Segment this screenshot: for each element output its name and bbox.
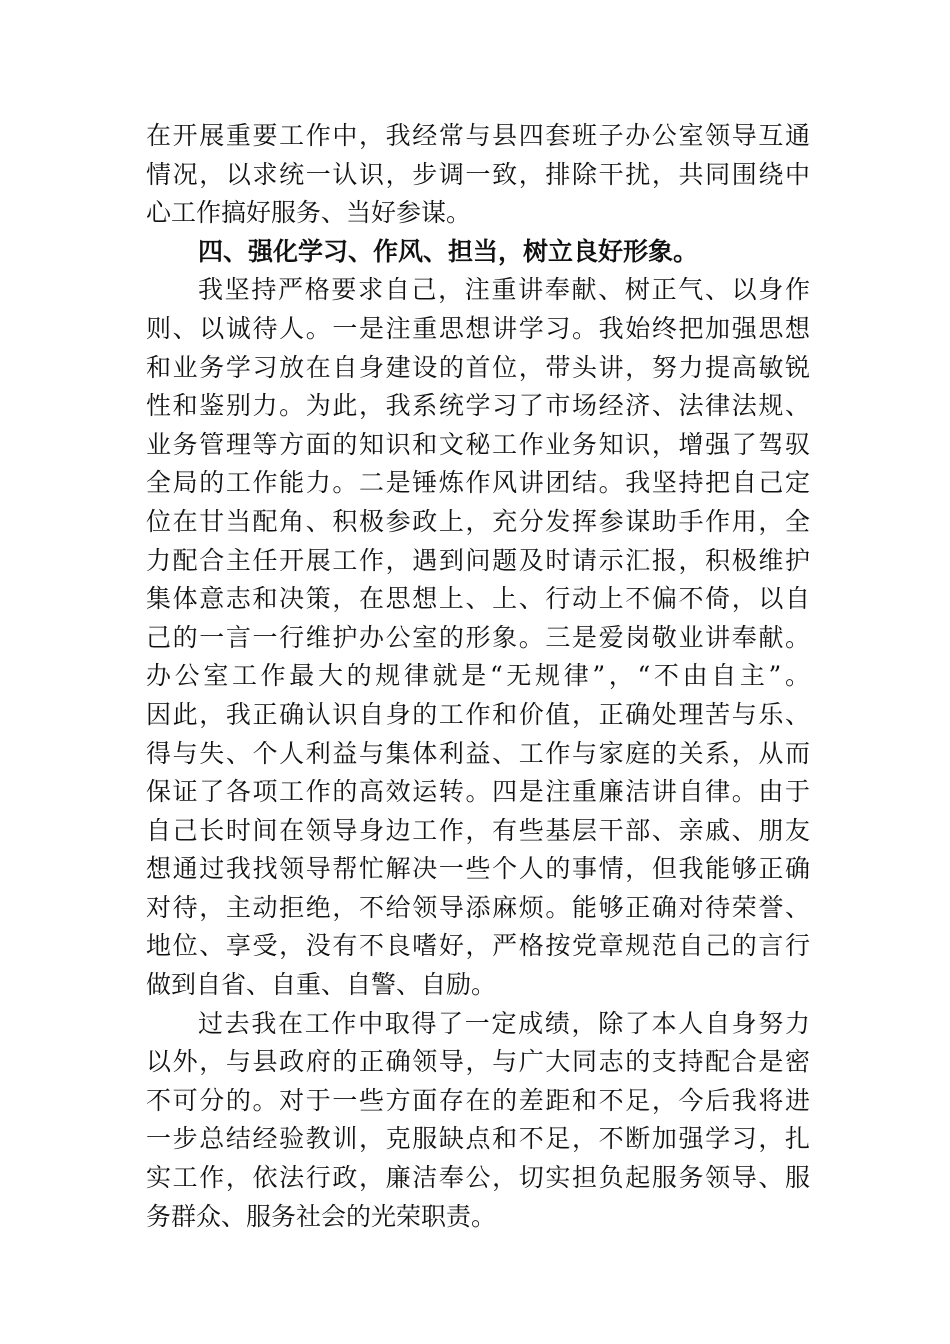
text-line: 一步总结经验教训，克服缺点和不足，不断加强学习，扎 (146, 1124, 810, 1154)
text-line: 得与失、个人利益与集体利益、工作与家庭的关系，从而 (146, 738, 810, 768)
text-line: 集体意志和决策，在思想上、上、行动上不偏不倚，以自 (146, 584, 810, 614)
text-line: 己的一言一行维护办公室的形象。三是爱岗敬业讲奉献。 (146, 622, 810, 652)
paragraph-conclusion (146, 1005, 810, 1237)
text-line: 位在甘当配角、积极参政上，充分发挥参谋助手作用，全 (146, 506, 810, 536)
text-line: 保证了各项工作的高效运转。四是注重廉洁讲自律。由于 (146, 777, 810, 807)
paragraph-continuation (146, 117, 810, 233)
text-line: 以外，与县政府的正确领导，与广大同志的支持配合是密 (146, 1047, 810, 1077)
text-line: 自己长时间在领导身边工作，有些基层干部、亲戚、朋友 (146, 815, 810, 845)
text-line: 务群众、服务社会的光荣职责。 (146, 1201, 497, 1231)
text-line: 实工作，依法行政，廉洁奉公，切实担负起服务领导、服 (146, 1163, 810, 1193)
document-body (146, 117, 810, 1236)
text-line: 情况，以求统一认识，步调一致，排除干扰，共同围绕中 (146, 159, 810, 189)
section-heading (146, 233, 810, 272)
text-line: 不可分的。对于一些方面存在的差距和不足，今后我将进 (146, 1085, 810, 1115)
text-line: 心工作搞好服务、当好参谋。 (146, 198, 472, 228)
text-line: 全局的工作能力。二是锤炼作风讲团结。我坚持把自己定 (146, 468, 810, 498)
text-line: 做到自省、自重、自警、自励。 (146, 970, 497, 1000)
text-line: 则、以诚待人。一是注重思想讲学习。我始终把加强思想 (146, 313, 810, 343)
text-line: 过去我在工作中取得了一定成绩，除了本人自身努力 (198, 1008, 810, 1038)
text-line: 性和鉴别力。为此，我系统学习了市场经济、法律法规、 (146, 391, 810, 421)
text-line: 办公室工作最大的规律就是“无规律”，“不由自主”。 (146, 661, 810, 691)
text-line: 业务管理等方面的知识和文秘工作业务知识，增强了驾驭 (146, 429, 810, 459)
text-line: 我坚持严格要求自己，注重讲奉献、树正气、以身作 (198, 275, 810, 305)
text-line: 在开展重要工作中，我经常与县四套班子办公室领导互通 (146, 121, 810, 150)
text-line: 想通过我找领导帮忙解决一些个人的事情，但我能够正确 (146, 854, 810, 884)
paragraph-self-discipline (146, 271, 810, 1004)
text-line: 对待，主动拒绝，不给领导添麻烦。能够正确对待荣誉、 (146, 892, 810, 922)
heading-text: 四、强化学习、作风、担当，树立良好形象。 (198, 236, 699, 266)
text-line: 地位、享受，没有不良嗜好，严格按党章规范自己的言行 (146, 931, 810, 961)
text-line: 和业务学习放在自身建设的首位，带头讲，努力提高敏锐 (146, 352, 810, 382)
text-line: 力配合主任开展工作，遇到问题及时请示汇报，积极维护 (146, 545, 810, 575)
text-line: 因此，我正确认识自身的工作和价值，正确处理苦与乐、 (146, 699, 810, 729)
